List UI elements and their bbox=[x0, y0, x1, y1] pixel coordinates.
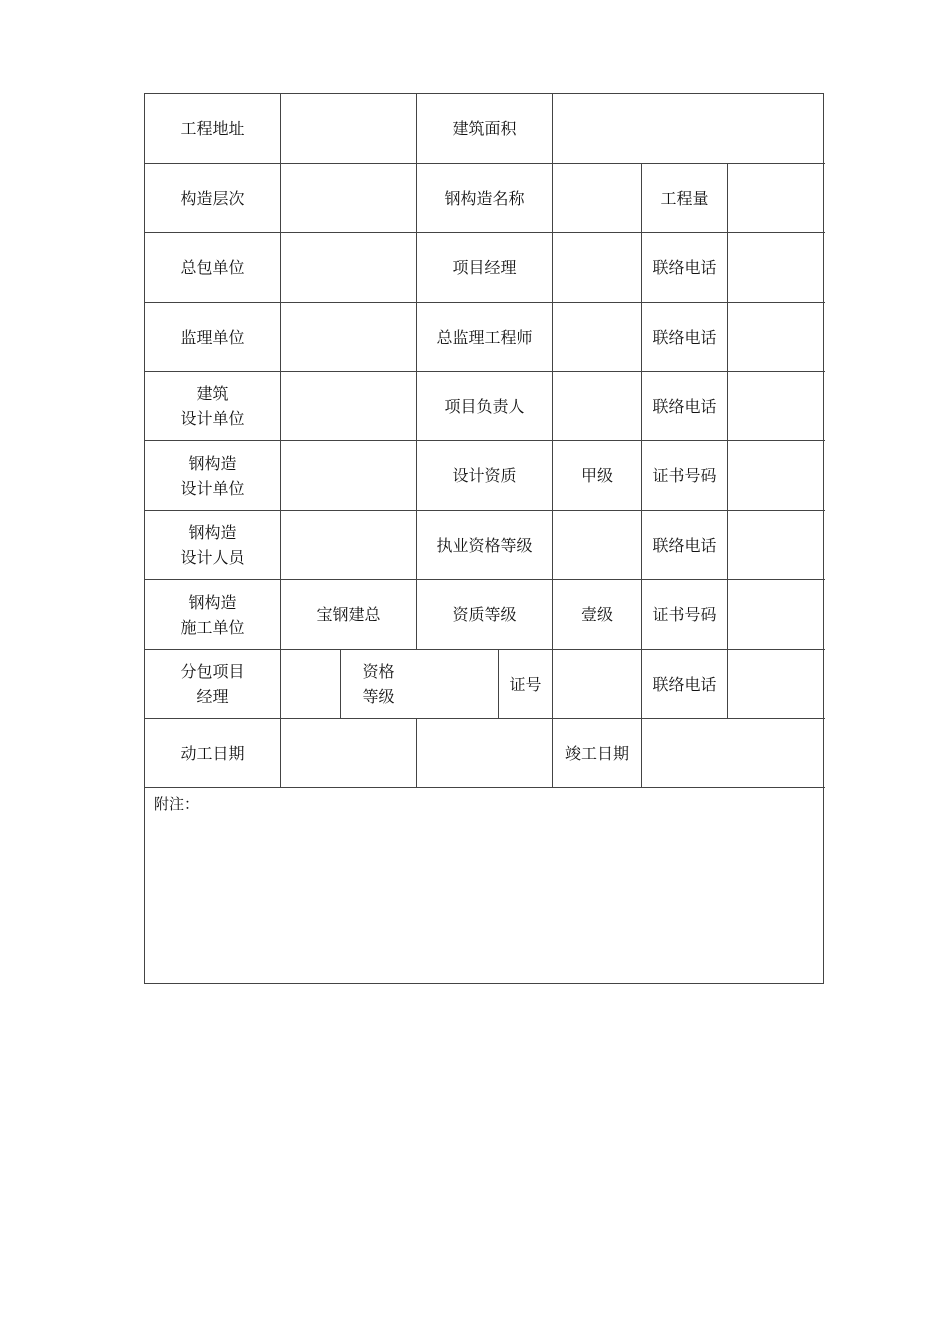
notes-label: 附注： bbox=[154, 795, 200, 813]
practice-qualification-label: 执业资格等级 bbox=[436, 535, 533, 555]
qualification-grade-label: 资质等级 bbox=[452, 605, 517, 624]
construction-unit-value: 宝钢建总 bbox=[316, 605, 381, 624]
architectural-design-unit-label: 建筑 设计单位 bbox=[180, 384, 245, 428]
building-area-label: 建筑面积 bbox=[452, 119, 517, 138]
certificate-no-label: 证号 bbox=[509, 674, 542, 694]
subcontract-manager-label: 分包项目 经理 bbox=[180, 662, 245, 706]
completion-date-label: 竣工日期 bbox=[564, 743, 629, 763]
project-info-form-table bbox=[144, 93, 824, 984]
qualification-level-label: 资格 等级 bbox=[362, 662, 395, 706]
contact-phone-label: 联络电话 bbox=[652, 327, 717, 347]
steel-designer-label: 钢构造 设计人员 bbox=[180, 523, 245, 567]
project-lead-label: 项目负责人 bbox=[444, 396, 525, 416]
certificate-number-label: 证书号码 bbox=[652, 466, 717, 485]
contact-phone-label: 联络电话 bbox=[652, 535, 717, 555]
steel-construction-unit-label: 钢构造 施工单位 bbox=[180, 592, 245, 637]
design-qualification-label: 设计资质 bbox=[452, 466, 517, 485]
steel-structure-name-label: 钢构造名称 bbox=[444, 188, 525, 208]
row-divider bbox=[145, 787, 825, 788]
column-divider bbox=[641, 718, 642, 787]
column-divider bbox=[416, 718, 417, 787]
building-area-value[interactable] bbox=[553, 94, 824, 163]
contact-phone-label: 联络电话 bbox=[652, 258, 717, 277]
column-divider bbox=[280, 94, 281, 787]
supervision-unit-label: 监理单位 bbox=[180, 327, 245, 347]
column-divider bbox=[727, 163, 728, 718]
work-quantity-label: 工程量 bbox=[660, 188, 709, 208]
steel-design-unit-label: 钢构造 设计单位 bbox=[180, 453, 245, 498]
contact-phone-label: 联络电话 bbox=[652, 674, 717, 694]
chief-supervisor-label: 总监理工程师 bbox=[436, 327, 533, 347]
contact-phone-label: 联络电话 bbox=[652, 396, 717, 416]
project-address-value[interactable] bbox=[281, 94, 416, 163]
project-address-label: 工程地址 bbox=[180, 119, 245, 138]
design-qualification-value: 甲级 bbox=[580, 466, 613, 485]
certificate-number-label: 证书号码 bbox=[652, 605, 717, 624]
general-contractor-label: 总包单位 bbox=[180, 258, 245, 277]
structure-levels-label: 构造层次 bbox=[180, 188, 245, 208]
qualification-grade-value: 壹级 bbox=[580, 605, 613, 624]
project-manager-label: 项目经理 bbox=[452, 258, 517, 277]
start-date-label: 动工日期 bbox=[180, 743, 245, 763]
